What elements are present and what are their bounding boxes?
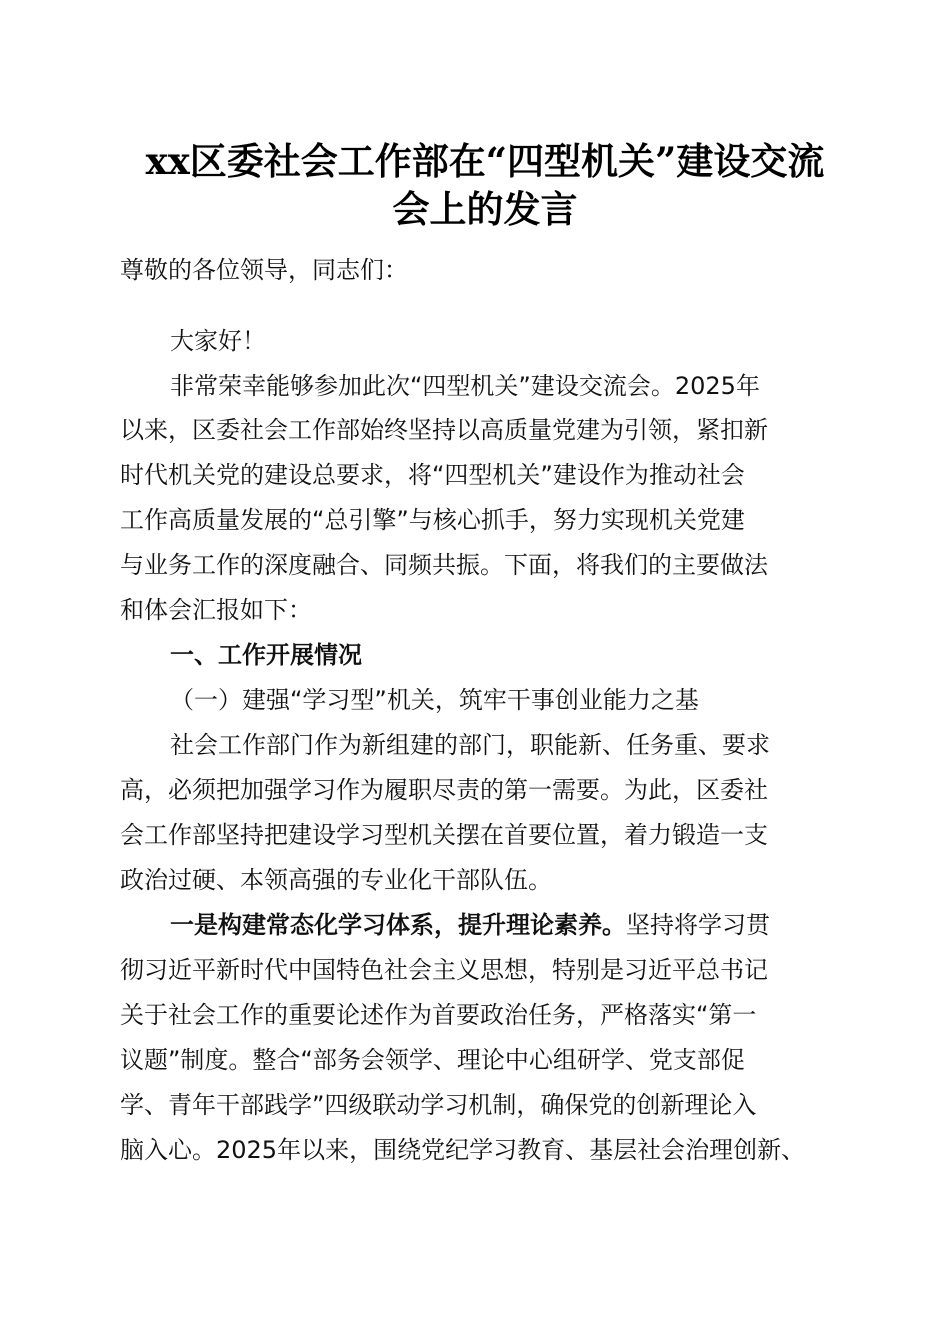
sub-section-heading: （一）建强“学习型”机关，筑牢干事创业能力之基 bbox=[170, 686, 699, 714]
point-1-first-rest: 坚持将学习贯 bbox=[626, 911, 770, 939]
point-1-line-2: 彻习近平新时代中国特色社会主义思想，特别是习近平总书记 bbox=[120, 956, 768, 984]
sub-para-line-1: 社会工作部门作为新组建的部门，职能新、任务重、要求 bbox=[170, 731, 770, 759]
document-title-line-2: 会上的发言 bbox=[392, 187, 578, 231]
point-1-first-line bbox=[170, 909, 840, 941]
sub-para-line-2: 高，必须把加强学习作为履职尽责的第一需要。为此，区委社 bbox=[120, 776, 768, 804]
section-heading: 一、工作开展情况 bbox=[170, 641, 362, 669]
document-title-line-1: xx区委社会工作部在“四型机关”建设交流 bbox=[145, 139, 825, 183]
point-1-lead: 一是构建常态化学习体系，提升理论素养。 bbox=[170, 911, 626, 939]
greeting: 大家好！ bbox=[170, 327, 266, 355]
sub-para-line-4: 政治过硬、本领高强的专业化干部队伍。 bbox=[120, 866, 552, 894]
point-1-line-6: 脑入心。2025年以来，围绕党纪学习教育、基层社会治理创新、 bbox=[120, 1136, 806, 1164]
point-1-line-3: 关于社会工作的重要论述作为首要政治任务，严格落实“第一 bbox=[120, 1001, 757, 1029]
sub-para-line-3: 会工作部坚持把建设学习型机关摆在首要位置，着力锻造一支 bbox=[120, 821, 768, 849]
intro-line-4: 工作高质量发展的“总引擎”与核心抓手，努力实现机关党建 bbox=[120, 506, 745, 534]
intro-line-5: 与业务工作的深度融合、同频共振。下面，将我们的主要做法 bbox=[120, 551, 768, 579]
salutation: 尊敬的各位领导，同志们： bbox=[120, 256, 408, 284]
intro-line-1: 非常荣幸能够参加此次“四型机关”建设交流会。2025年 bbox=[170, 372, 760, 400]
intro-line-2: 以来，区委社会工作部始终坚持以高质量党建为引领，紧扣新 bbox=[120, 416, 768, 444]
intro-line-3: 时代机关党的建设总要求，将“四型机关”建设作为推动社会 bbox=[120, 461, 745, 489]
point-1-line-4: 议题”制度。整合“部务会领学、理论中心组研学、党支部促 bbox=[120, 1046, 745, 1074]
intro-line-6: 和体会汇报如下： bbox=[120, 596, 312, 624]
point-1-line-5: 学、青年干部践学”四级联动学习机制，确保党的创新理论入 bbox=[120, 1091, 757, 1119]
